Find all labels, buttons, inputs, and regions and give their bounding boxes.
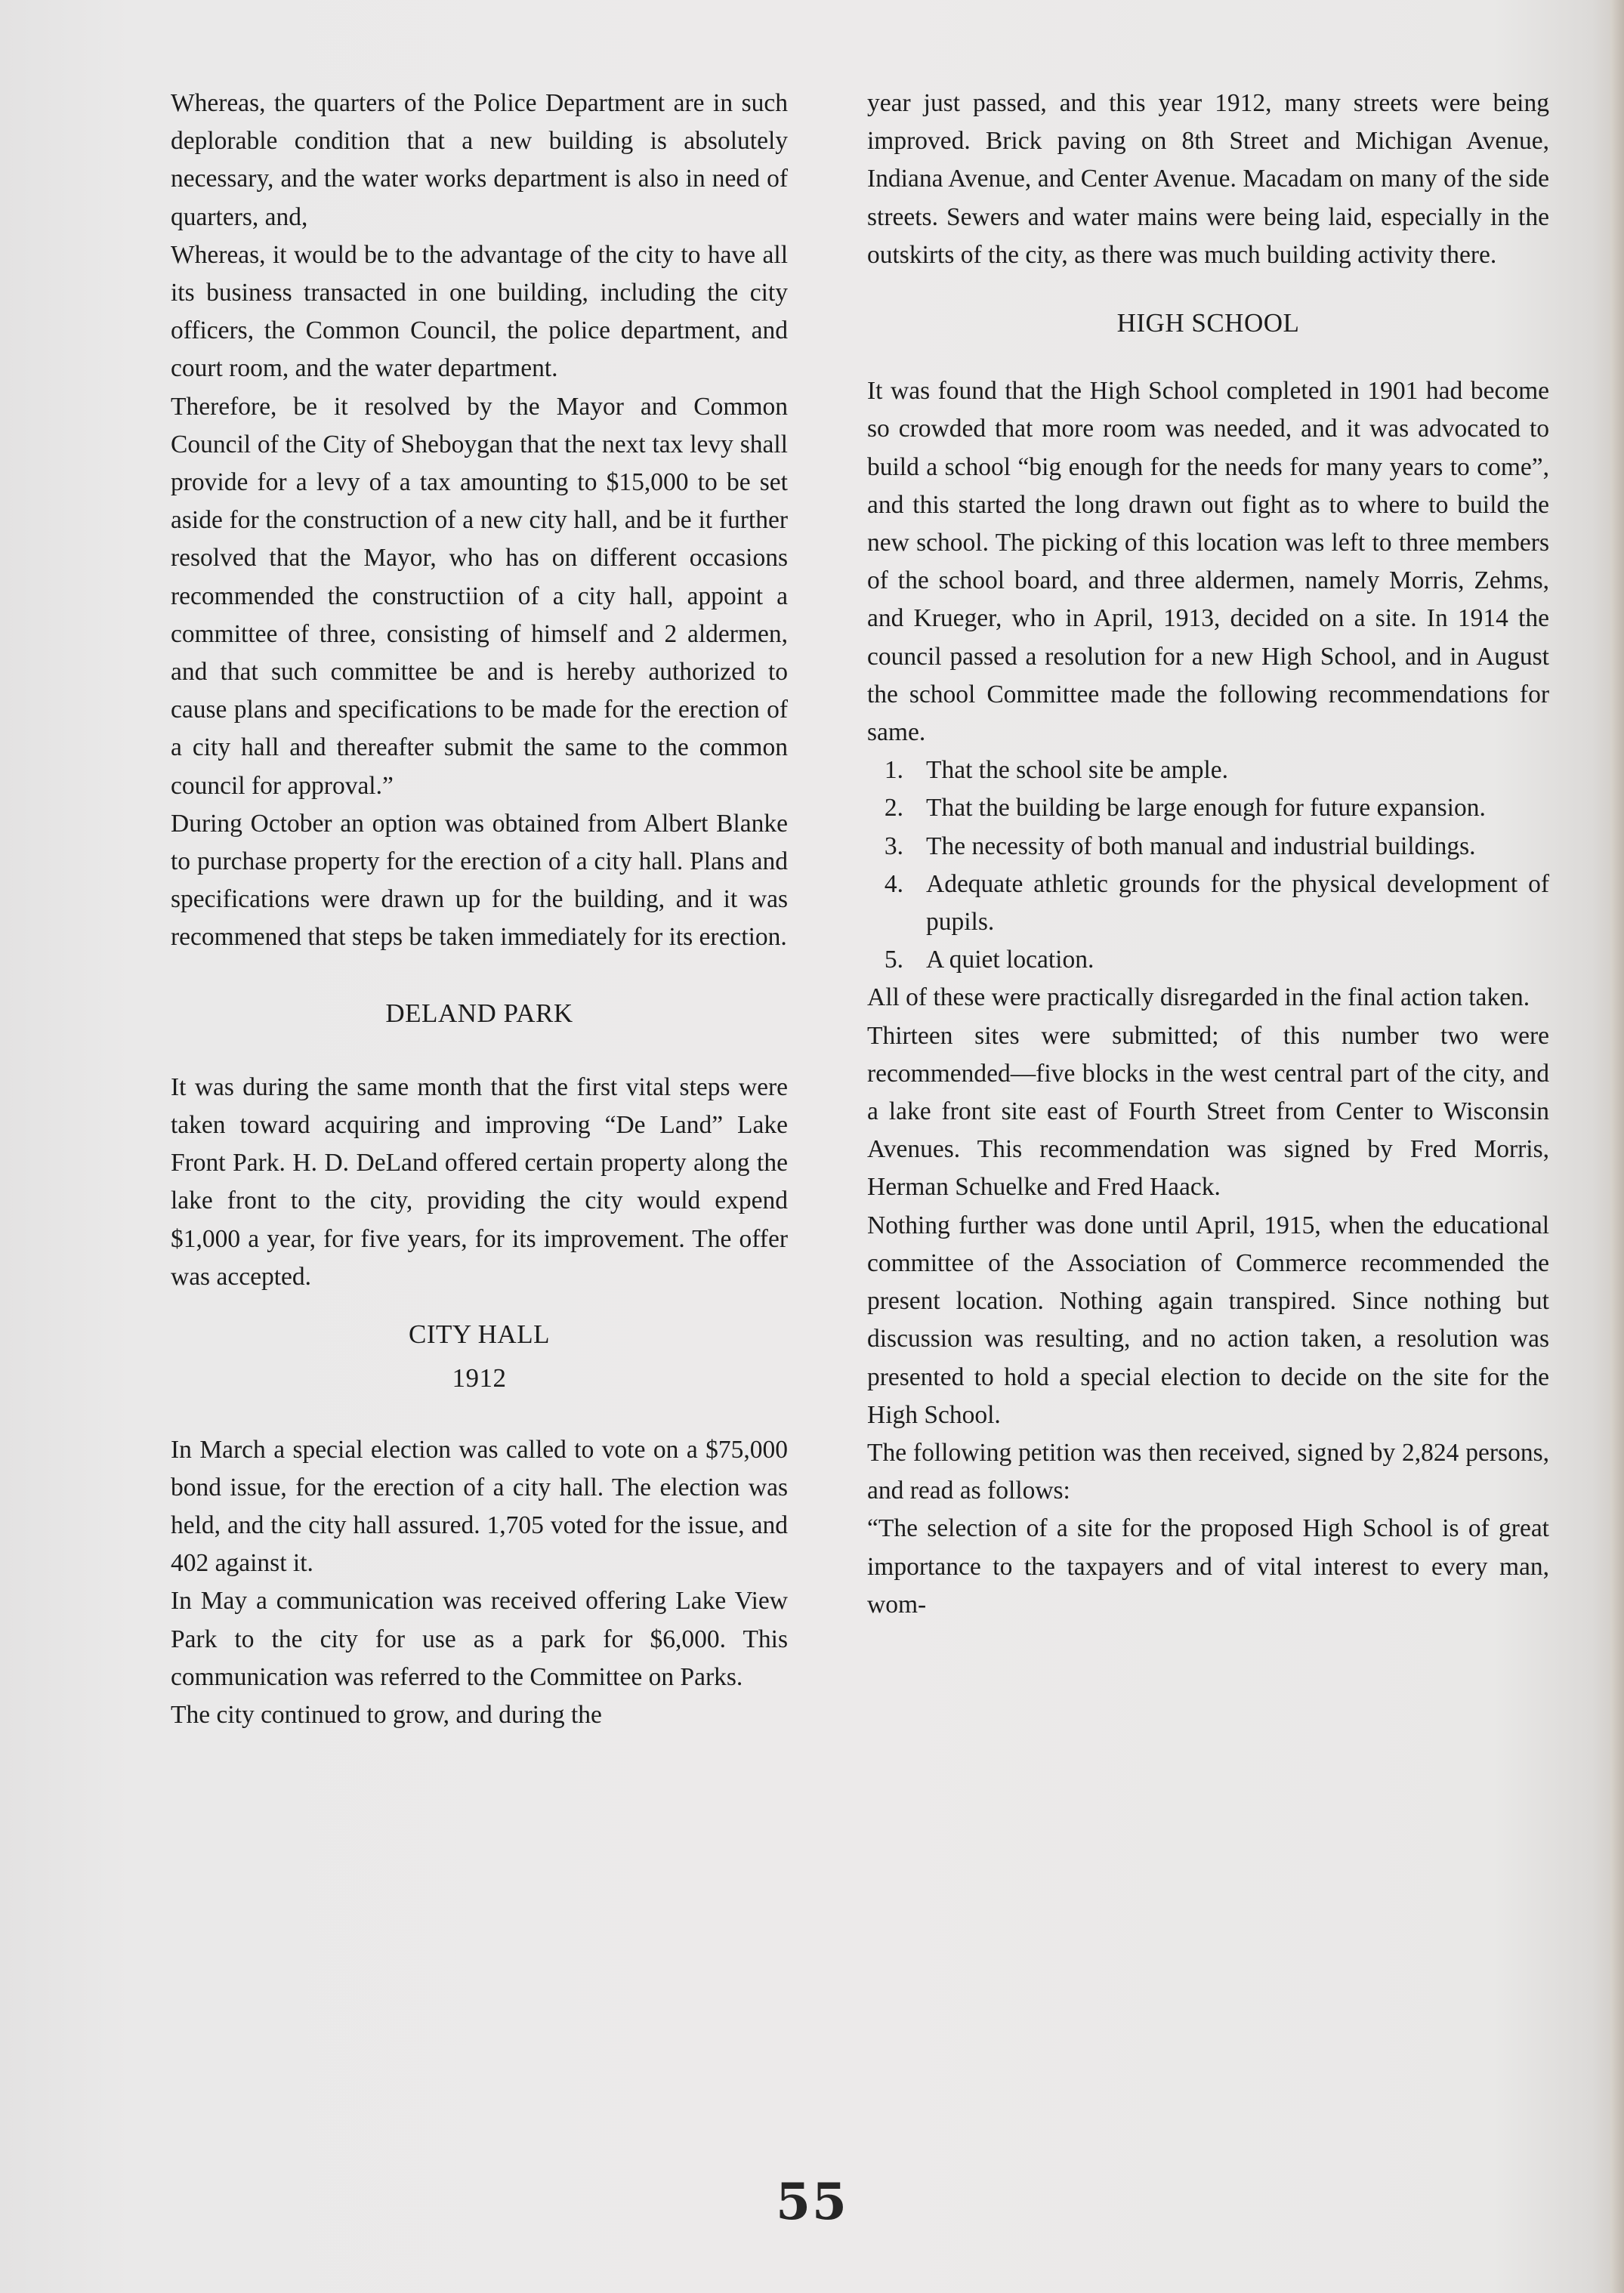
paragraph: In March a special election was called to vote on a $75,000 bond issue, for the erection of a city hall. The election was held, and the city hall assured. 1,705 voted for the issue, and 402 against it. [171,1435,788,1578]
list-number: 1. [884,756,903,785]
list-item [867,828,1549,866]
page-edge-shadow [1610,0,1624,2293]
section-heading-high-school: HIGH SCHOOL [1116,308,1300,338]
list-item [867,789,1549,827]
paragraph: year just passed, and this year 1912, many streets were being improved. Brick paving on 8th Street and Michigan Avenue, Indiana Avenue, and Center Avenue. Macadam on many of the side streets. Sewers and water mains were being laid, especially in the outskirts of the city, as there was much building activity there. [867,89,1549,269]
recommendations-list [867,751,1549,979]
section-heading-city-hall: CITY HALL [409,1319,550,1350]
paragraph: All of these were practically disregarded in the final action taken. [867,983,1530,1012]
paragraph: Whereas, it would be to the advantage of the city to have all its business transacted in one building, including the city officers, the Common Council, the police department, and court room, and the water department. [171,240,788,383]
list-number: 5. [884,946,903,974]
list-item [867,751,1549,789]
list-number: 2. [884,794,903,822]
list-text: The necessity of both manual and industrial buildings. [926,832,1476,860]
list-text: That the building be large enough for future expansion. [926,794,1486,822]
paragraph: Whereas, the quarters of the Police Department are in such deplorable condition that a new building is absolutely necessary, and the water works department is also in need of quarters, and, [171,89,788,231]
list-text: That the school site be ample. [926,756,1229,785]
paragraph: “The selection of a site for the proposed High School is of great importance to the taxpayers and of vital interest to every man, wom- [867,1514,1549,1619]
paragraph: The city continued to grow, and during the [171,1700,602,1729]
section-heading-deland-park: DELAND PARK [385,998,573,1028]
page-number: 55 [776,2172,848,2231]
paragraph: Thirteen sites were submitted; of this number two were recommended—five blocks in the west central part of the city, and a lake front site east of Fourth Street from Center to Wisconsin Avenues. This recommendation was signed by Fred Morris, Herman Schuelke and Fred Haack. [867,1021,1549,1202]
right-column [867,85,1549,1624]
paragraph: Nothing further was done until April, 1915, when the educational committee of the Association of Commerce recommended the present location. Nothing again transpired. Since nothing but discussion was resulting, and no action taken, a resolution was presented to hold a special election to decide on the site for the High School. [867,1211,1549,1429]
paragraph: The following petition was then received, signed by 2,824 persons, and read as follows: [867,1438,1549,1505]
left-column [171,85,788,1734]
list-text: Adequate athletic grounds for the physical development of pupils. [926,869,1549,937]
paragraph: In May a communication was received offering Lake View Park to the city for use as a park for $6,000. This communication was referred to the Committee on Parks. [171,1587,788,1691]
list-item [867,941,1549,979]
section-heading-year: 1912 [452,1363,507,1393]
list-text: A quiet location. [926,946,1095,974]
paragraph: It was found that the High School completed in 1901 had become so crowded that more room was needed, and it was advocated to build a school “big enough for the needs for many years to come”, and this started the long drawn out fight as to where to build the new school. The picking of this location was left to three members of the school board, and three aldermen, namely Morris, Zehms, and Krueger, who in April, 1913, decided on a site. In 1914 the council passed a resolution for a new High School, and in August the school Committee made the following recommendations for same. [867,377,1549,747]
list-item [867,866,1549,941]
paragraph: Therefore, be it resolved by the Mayor and Common Council of the City of Sheboygan that the next tax levy shall provide for a levy of a tax amounting to $15,000 to be set aside for the construction of a new city hall, and be it further resolved that the Mayor, who has on different occasions recommended the constructiion of a city hall, appoint a committee of three, consisting of himself and 2 aldermen, and that such committee be and is hereby authorized to cause plans and specifications to be made for the erection of a city hall and thereafter submit the same to the common council for approval.” [171,392,788,800]
list-number: 4. [884,869,903,898]
paragraph: It was during the same month that the first vital steps were taken toward acquiring and improving “De Land” Lake Front Park. H. D. DeLand offered certain property along the lake front to the city, providing the city would expend $1,000 a year, for five years, for its improvement. The offer was accepted. [171,1072,788,1291]
list-number: 3. [884,832,903,860]
paragraph: During October an option was obtained from Albert Blanke to purchase property for the erection of a city hall. Plans and specifications were drawn up for the building, and it was recommened that steps be taken immediately for its erection. [171,809,788,952]
